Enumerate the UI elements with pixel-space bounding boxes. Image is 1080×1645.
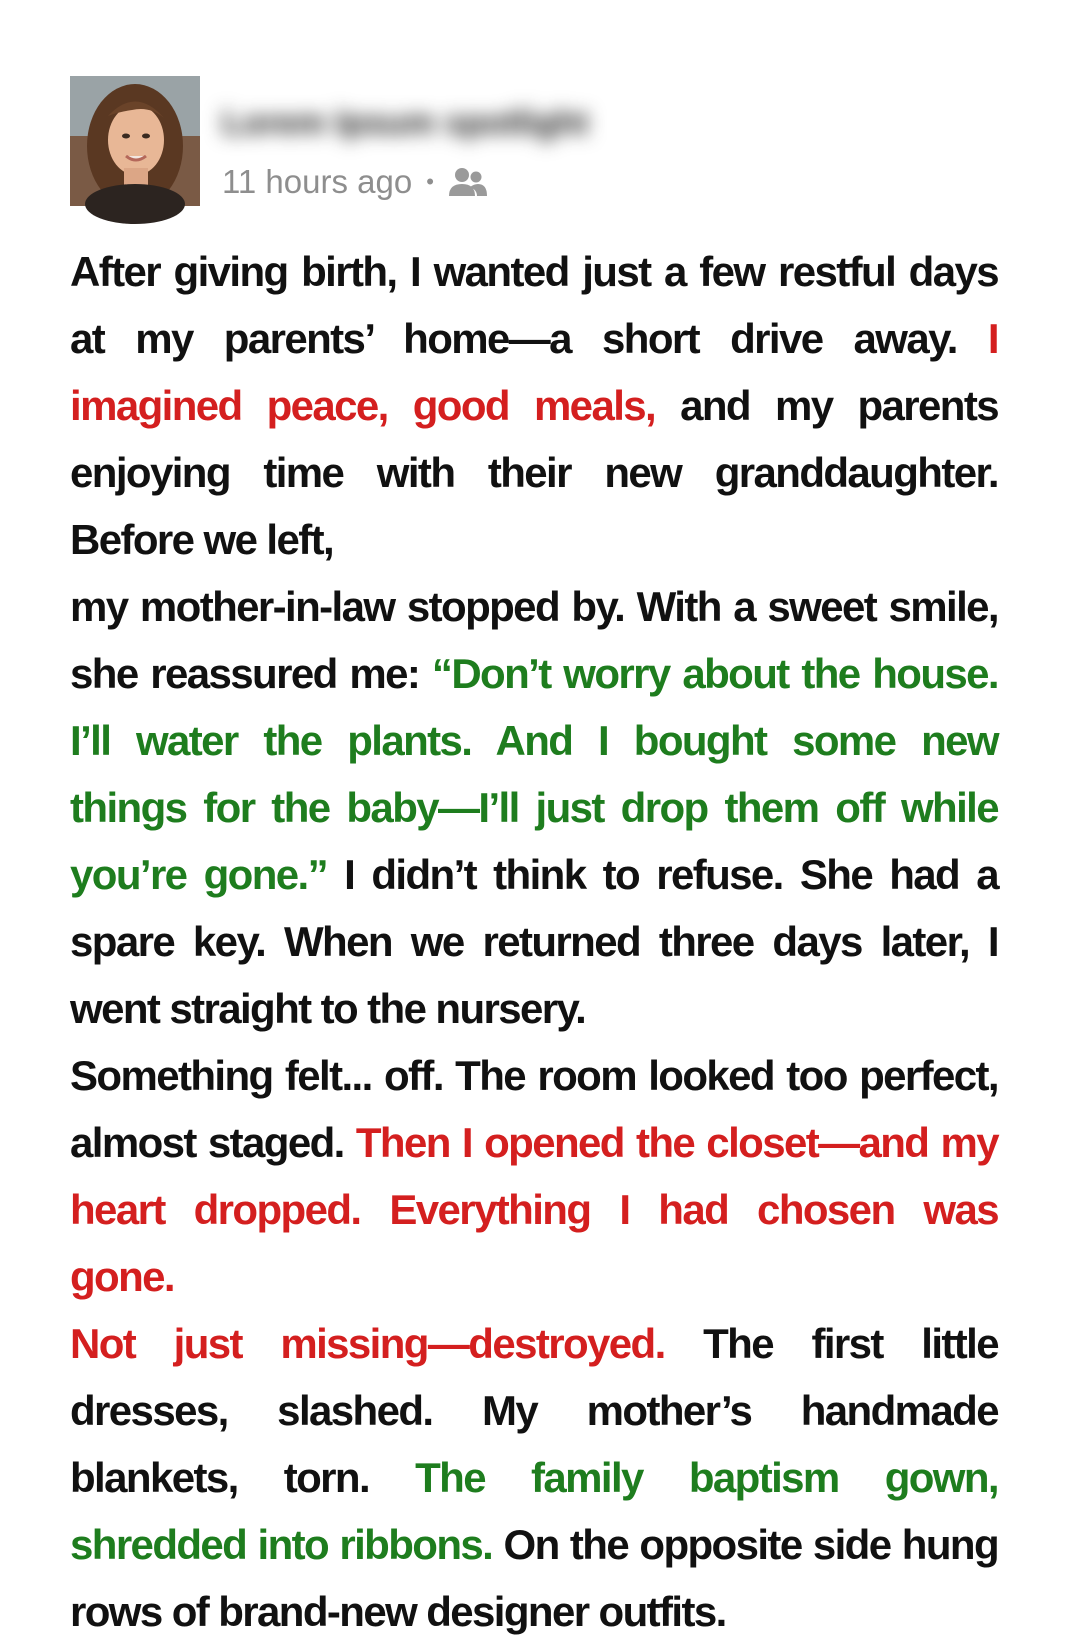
post-paragraph <box>70 1042 998 1310</box>
timestamp[interactable]: 11 hours ago <box>222 163 413 200</box>
friends-icon[interactable] <box>448 165 488 199</box>
separator-dot: • <box>426 169 434 194</box>
post-text: Something felt... off. The room looked too perfect, almost staged. <box>70 1052 998 1166</box>
post-highlight-green: The family baptism gown, shredded into ribbons. <box>70 1454 998 1568</box>
post-text: and my parents enjoying time with their new granddaughter. Before we left, <box>70 382 998 563</box>
post-paragraph <box>70 238 998 573</box>
post-body <box>70 238 999 1635</box>
avatar[interactable] <box>70 76 200 206</box>
post-text: my mother-in-law stopped by. With a sweet smile, she reassured me: <box>70 583 998 697</box>
post-meta <box>222 160 488 204</box>
post-paragraph <box>70 1310 998 1645</box>
post-text: I didn’t think to refuse. She had a spare key. When we returned three days later, I went straight to the nursery. <box>70 851 999 1032</box>
post-highlight-red: Not just missing—destroyed. <box>70 1320 665 1367</box>
post-text: After giving birth, I wanted just a few restful days at my parents’ home—a short drive away. <box>70 248 998 362</box>
post-highlight-red: I imagined peace, good meals, <box>70 315 998 429</box>
post-header <box>0 0 1080 230</box>
post-highlight-red: Then I opened the closet—and my heart dropped. Everything I had chosen was gone. <box>70 1119 998 1300</box>
post-paragraph <box>70 573 998 1042</box>
post-highlight-green: “Don’t worry about the house. I’ll water the plants. And I bought some new things for the baby—I’ll just drop them off while you’re gone.” <box>70 650 999 898</box>
post-text: The first little dresses, slashed. My mother’s handmade blankets, torn. <box>70 1320 998 1501</box>
author-name[interactable]: Lorem Ipsum spotlight <box>222 104 589 142</box>
avatar-photo <box>70 76 200 206</box>
post-text: On the opposite side hung rows of brand-new designer outfits. <box>70 1521 998 1635</box>
